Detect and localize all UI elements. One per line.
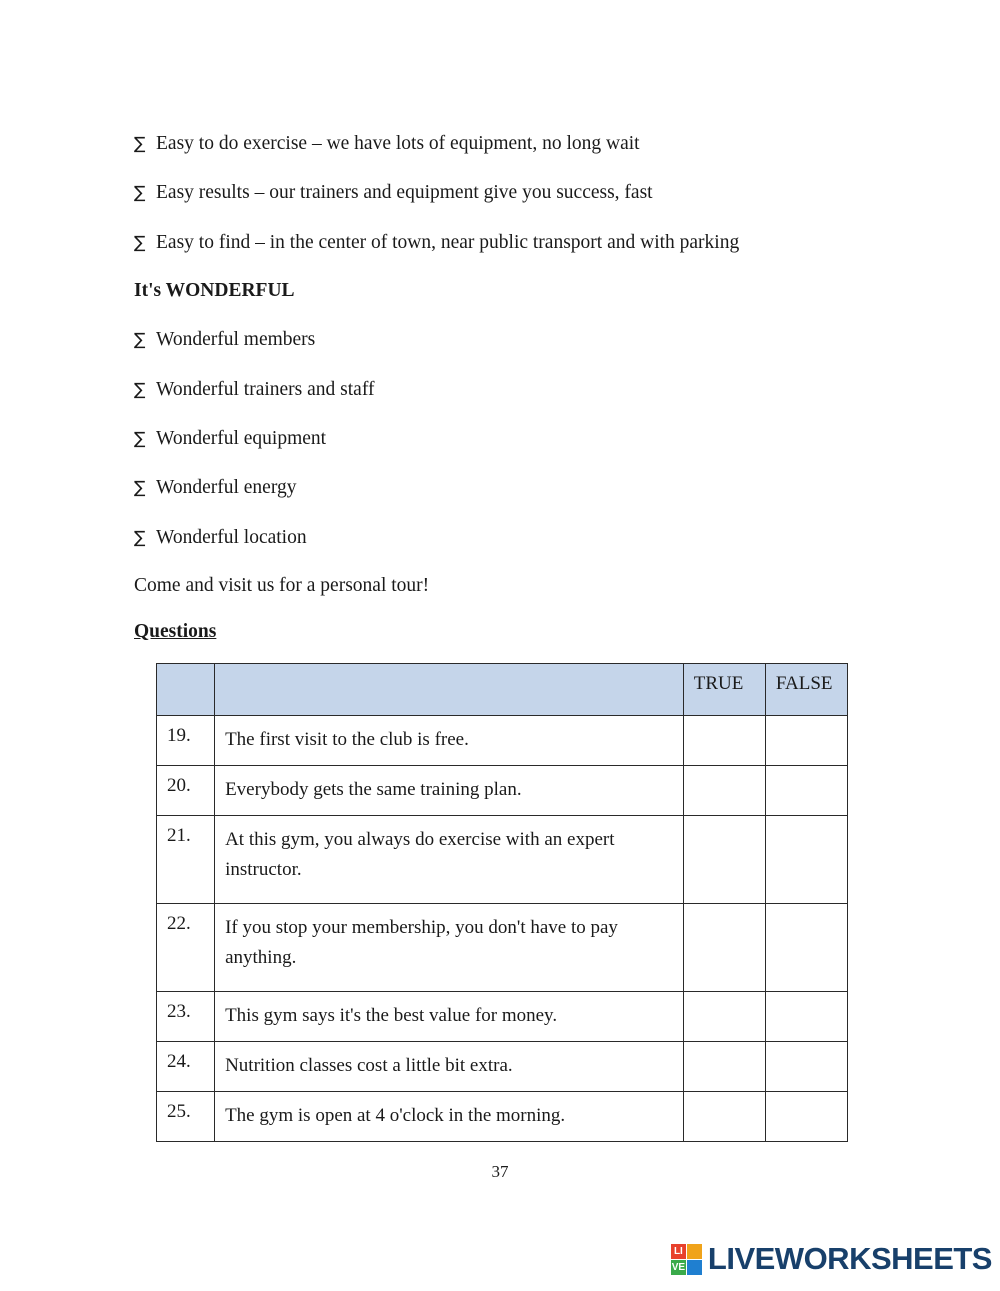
row-statement: This gym says it's the best value for money. (215, 992, 684, 1042)
sigma-bullet-icon: ∑ (134, 428, 146, 449)
table-row (157, 904, 848, 992)
true-false-table (156, 663, 848, 1142)
sigma-bullet-icon: ∑ (134, 478, 146, 499)
table-header-blank (157, 664, 215, 716)
list-item (134, 378, 894, 401)
row-statement: The first visit to the club is free. (215, 716, 684, 766)
row-true-cell[interactable] (683, 992, 765, 1042)
table-header-false: FALSE (765, 664, 847, 716)
row-number: 24. (157, 1042, 215, 1092)
badge-letter-blank-2 (687, 1260, 702, 1275)
row-false-cell[interactable] (765, 716, 847, 766)
sigma-bullet-icon: ∑ (134, 330, 146, 351)
row-number: 22. (157, 904, 215, 992)
row-number: 20. (157, 766, 215, 816)
row-number: 25. (157, 1092, 215, 1142)
table-row (157, 766, 848, 816)
list-item (134, 328, 894, 351)
badge-letter-li: LI (671, 1244, 686, 1259)
row-false-cell[interactable] (765, 816, 847, 904)
closing-line: Come and visit us for a personal tour! (134, 575, 430, 597)
row-true-cell[interactable] (683, 1092, 765, 1142)
list-item (134, 181, 894, 204)
row-true-cell[interactable] (683, 766, 765, 816)
row-false-cell[interactable] (765, 992, 847, 1042)
table-row (157, 1092, 848, 1142)
table-row (157, 716, 848, 766)
row-statement: If you stop your membership, you don't have to pay anything. (215, 904, 684, 992)
row-true-cell[interactable] (683, 1042, 765, 1092)
row-statement: The gym is open at 4 o'clock in the morning. (215, 1092, 684, 1142)
liveworksheets-badge-icon (671, 1244, 702, 1275)
table-header-true: TRUE (683, 664, 765, 716)
row-false-cell[interactable] (765, 766, 847, 816)
list-item (134, 132, 894, 155)
document-content (134, 132, 894, 1142)
list-item-label: Easy results – our trainers and equipment give you success, fast (156, 182, 653, 204)
list-item-label: Wonderful location (156, 526, 307, 548)
list-item-label: Wonderful members (156, 329, 316, 351)
table-header-row (157, 664, 848, 716)
questions-heading: Questions (134, 621, 217, 643)
list-item-label: Wonderful trainers and staff (156, 378, 375, 400)
row-statement: Nutrition classes cost a little bit extra. (215, 1042, 684, 1092)
list-item-label: Wonderful equipment (156, 427, 327, 449)
list-item-label: Easy to do exercise – we have lots of equipment, no long wait (156, 133, 640, 154)
sigma-bullet-icon: ∑ (134, 527, 146, 548)
row-false-cell[interactable] (765, 904, 847, 992)
liveworksheets-logo[interactable] (671, 1241, 992, 1277)
list-item (134, 526, 894, 549)
list-item (134, 476, 894, 499)
sigma-bullet-icon: ∑ (134, 134, 146, 154)
list-item-label: Wonderful energy (156, 477, 297, 499)
table-row (157, 1042, 848, 1092)
sigma-bullet-icon: ∑ (134, 379, 146, 400)
row-statement: Everybody gets the same training plan. (215, 766, 684, 816)
brand-name: LIVEWORKSHEETS (707, 1241, 992, 1276)
sigma-bullet-icon: ∑ (134, 183, 146, 204)
section-heading: It's WONDERFUL (134, 280, 295, 302)
table-header-blank-statement (215, 664, 684, 716)
sigma-bullet-icon: ∑ (134, 232, 146, 253)
table-row (157, 992, 848, 1042)
list-item (134, 427, 894, 450)
row-true-cell[interactable] (683, 904, 765, 992)
badge-letter-ve: VE (671, 1261, 686, 1273)
row-number: 19. (157, 716, 215, 766)
row-statement: At this gym, you always do exercise with an expert instructor. (215, 816, 684, 904)
badge-letter-blank-1 (687, 1244, 702, 1259)
row-number: 21. (157, 816, 215, 904)
row-false-cell[interactable] (765, 1092, 847, 1142)
list-item-label: Easy to find – in the center of town, near public transport and with parking (156, 231, 740, 253)
row-number: 23. (157, 992, 215, 1042)
list-item (134, 231, 894, 254)
page-number: 37 (491, 1162, 509, 1181)
row-true-cell[interactable] (683, 716, 765, 766)
row-true-cell[interactable] (683, 816, 765, 904)
row-false-cell[interactable] (765, 1042, 847, 1092)
table-row (157, 816, 848, 904)
